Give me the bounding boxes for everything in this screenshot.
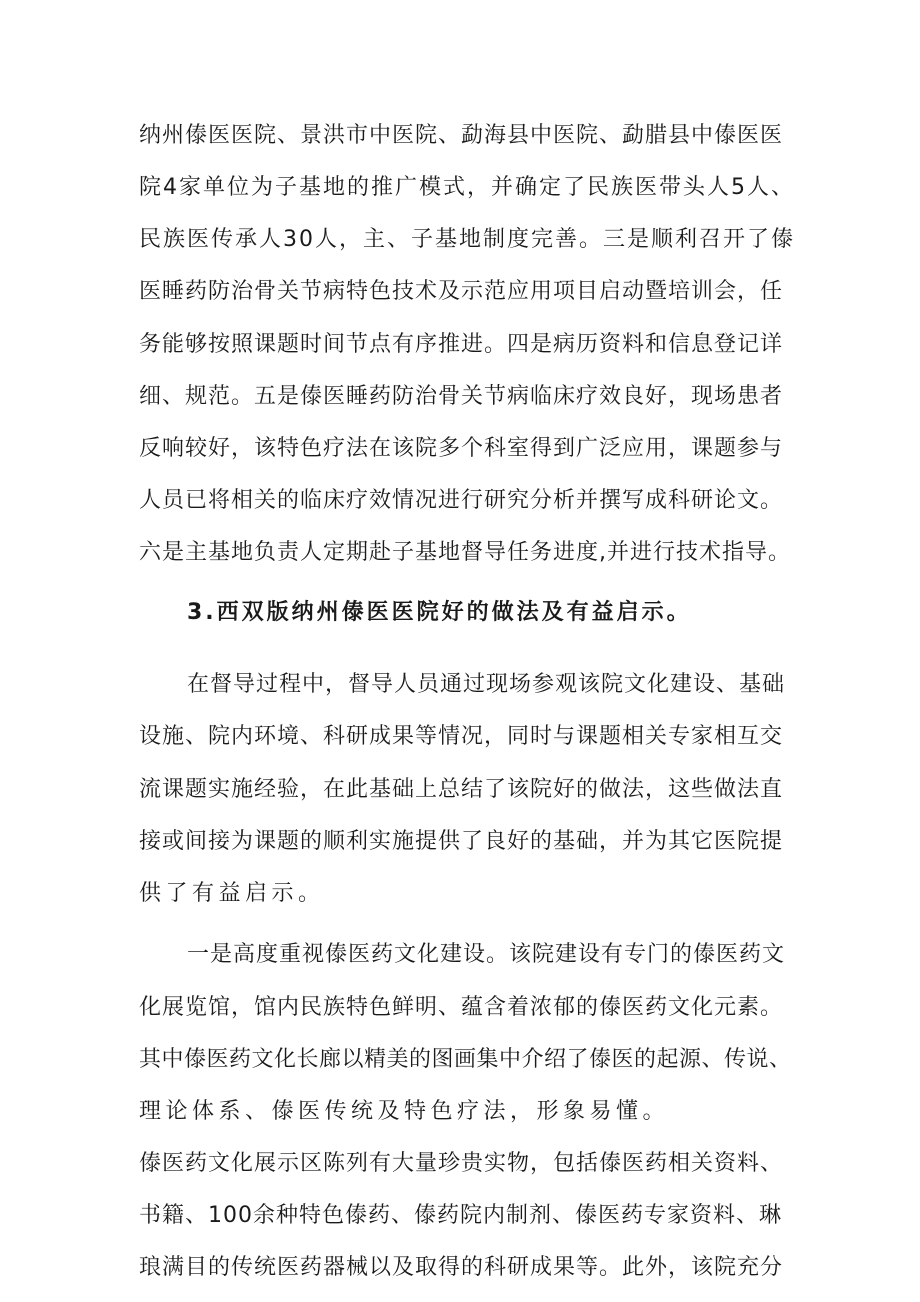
section-heading: 3.西双版纳州傣医医院好的做法及有益启示。	[187, 600, 692, 625]
text-line: 接或间接为课题的顺利实施提供了良好的基础，并为其它医院提	[139, 829, 784, 854]
text-line: 人员已将相关的临床疗效情况进行研究分析并撰写成科研论文。	[139, 488, 784, 513]
text-line: 傣医药文化展示区陈列有大量珍贵实物，包括傣医药相关资料、	[139, 1151, 784, 1176]
text-line: 医睡药防治骨关节病特色技术及示范应用项目启动暨培训会，任	[139, 279, 784, 304]
text-line: 纳州傣医医院、景洪市中医院、勐海县中医院、勐腊县中傣医医	[139, 123, 784, 148]
text-line: 流课题实施经验，在此基础上总结了该院好的做法，这些做法直	[139, 777, 784, 802]
text-line: 院4家单位为子基地的推广模式，并确定了民族医带头人5人、	[139, 175, 795, 200]
text-line: 理论体系、傣医传统及特色疗法，形象易懂。	[139, 1099, 670, 1124]
text-line: 反响较好，该特色疗法在该院多个科室得到广泛应用，课题参与	[139, 436, 784, 461]
text-line: 设施、院内环境、科研成果等情况，同时与课题相关专家相互交	[139, 724, 784, 749]
text-line: 六是主基地负责人定期赴子基地督导任务进度,并进行技术指导。	[139, 540, 791, 565]
text-line: 务能够按照课题时间节点有序推进。四是病历资料和信息登记详	[139, 332, 784, 357]
text-line: 在督导过程中，督导人员通过现场参观该院文化建设、基础	[187, 672, 786, 697]
text-line: 一是高度重视傣医药文化建设。该院建设有专门的傣医药文	[187, 942, 786, 967]
text-line: 细、规范。五是傣医睡药防治骨关节病临床疗效良好，现场患者	[139, 384, 784, 409]
text-line: 化展览馆，馆内民族特色鲜明、蕴含着浓郁的傣医药文化元素。	[139, 995, 784, 1020]
text-line: 供了有益启示。	[139, 881, 325, 906]
text-line: 民族医传承人30人，主、子基地制度完善。三是顺利召开了傣	[139, 227, 795, 252]
text-line: 书籍、100余种特色傣药、傣药院内制剂、傣医药专家资料、琳	[139, 1203, 782, 1228]
text-line: 其中傣医药文化长廊以精美的图画集中介绍了傣医的起源、传说、	[139, 1047, 792, 1072]
text-line: 琅满目的传统医药器械以及取得的科研成果等。此外，该院充分	[139, 1255, 784, 1280]
